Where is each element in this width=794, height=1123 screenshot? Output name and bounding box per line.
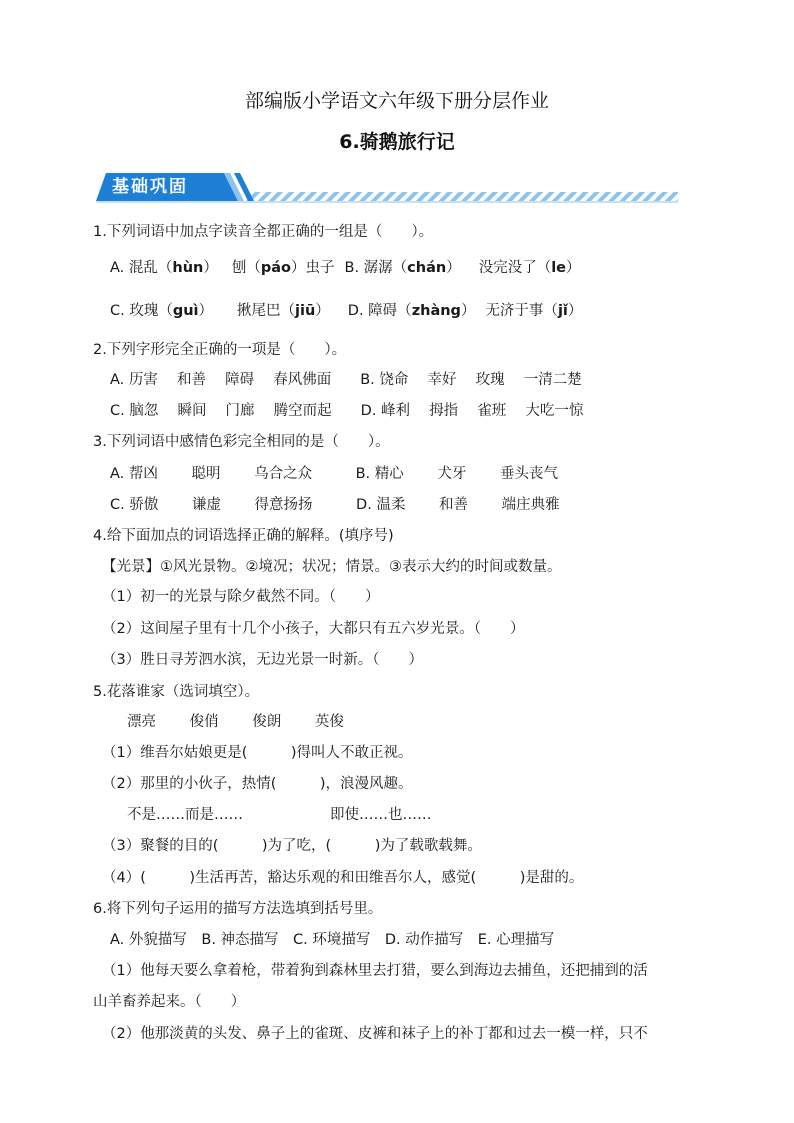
q3-row1: A. 帮凶 聪明 乌合之众 B. 精心 犬牙 垂头丧气 (110, 466, 558, 482)
q1-b2-suffix: ） (566, 260, 581, 276)
q1-d-prefix: D. 障碍（ (347, 303, 412, 319)
q3-stem: 3.下列词语中感情色彩完全相同的是（ ）。 (93, 434, 390, 450)
q1-a2-suffix: ）虫子 (291, 260, 335, 276)
q1-b2-pinyin: le (551, 260, 567, 276)
section-label: 基础巩固 (112, 177, 188, 197)
q1-a2-prefix: 刨（ (231, 260, 261, 276)
q5-sentence-1: （1）维吾尔姑娘更是( )得叫人不敢正视。 (102, 745, 413, 761)
q5-stem: 5.花落谁家（选词填空）。 (93, 684, 260, 700)
q6-sentence-1b: 山羊畜养起来。（ ） (93, 994, 246, 1010)
q1-d2-suffix: ） (567, 303, 583, 319)
q1-b2-prefix: 没完没了（ (478, 260, 552, 276)
q1-d-pinyin: zhàng (411, 303, 461, 319)
q5-sentence-3: （3）聚餐的目的( )为了吃，( )为了载歌载舞。 (102, 838, 482, 854)
q1-stem: 1.下列词语中加点字读音全都正确的一组是（ ）。 (93, 224, 434, 240)
q1-a-suffix: ） (203, 260, 218, 276)
q6-sentence-2a: （2）他那淡黄的头发、鼻子上的雀斑、皮裤和袜子上的补丁都和过去一模一样，只不 (102, 1026, 648, 1042)
q6-options: A. 外貌描写 B. 神态描写 C. 环境描写 D. 动作描写 E. 心理描写 (110, 932, 555, 948)
q1-a-prefix: A. 混乱（ (110, 260, 173, 276)
q1-c-prefix: C. 玫瑰（ (110, 303, 173, 319)
q1-a2-pinyin: páo (260, 260, 291, 276)
lesson-title: 6.骑鹅旅行记 (339, 131, 455, 153)
section-banner (96, 170, 678, 204)
q1-b-suffix: ） (446, 260, 461, 276)
q6-sentence-1a: （1）他每天要么拿着枪，带着狗到森林里去打猎，要么到海边去捕鱼，还把捕到的活 (102, 963, 648, 979)
q5-sentence-4: （4）( )生活再苦，豁达乐观的和田维吾尔人，感觉( )是甜的。 (102, 870, 584, 886)
q5-sentence-2: （2）那里的小伙子，热情( )，浪漫风趣。 (102, 776, 413, 792)
q4-sentence-2: （2）这间屋子里有十几个小孩子，大都只有五六岁光景。（ ） (102, 621, 525, 637)
q1-row1 (110, 258, 581, 278)
q1-d-suffix: ） (460, 303, 476, 319)
q1-d2-pinyin: jǐ (557, 303, 568, 319)
q5-word-bank: 漂亮 俊俏 俊朗 英俊 (127, 714, 344, 730)
q1-c2-suffix: ） (315, 303, 330, 319)
q1-c-pinyin: guì (172, 303, 199, 319)
q2-row1: A. 历害 和善 障碍 春风佛面 B. 饶命 幸好 玫瑰 一清二楚 (110, 372, 582, 388)
q4-sentence-1: （1）初一的光景与除夕截然不同。（ ） (102, 589, 380, 605)
page-title: 部编版小学语文六年级下册分层作业 (244, 90, 549, 112)
q1-c2-prefix: 揪尾巴（ (237, 303, 296, 319)
q3-row2: C. 骄傲 谦虚 得意扬扬 D. 温柔 和善 端庄典雅 (110, 497, 560, 513)
q1-d2-prefix: 无济于事（ (485, 303, 558, 319)
q4-sentence-3: （3）胜日寻芳泗水滨，无边光景一时新。（ ） (102, 652, 423, 668)
q1-c-suffix: ） (198, 303, 214, 319)
q2-row2: C. 脑忽 瞬间 门廊 腾空而起 D. 峰利 拇指 雀班 大吃一惊 (110, 403, 584, 419)
q4-stem: 4.给下面加点的词语选择正确的解释。(填序号) (93, 528, 394, 544)
q1-row2 (110, 301, 582, 321)
q1-a-pinyin: hùn (172, 260, 204, 276)
q1-c2-pinyin: jiū (295, 303, 316, 319)
q1-b-prefix: B. 潺潺（ (344, 260, 408, 276)
q6-stem: 6.将下列句子运用的描写方法选填到括号里。 (93, 901, 383, 917)
q2-stem: 2.下列字形完全正确的一项是（ ）。 (93, 342, 347, 358)
banner-stripe-bar (246, 192, 678, 201)
q4-definition: 【光景】①风光景物。②境况；状况；情景。③表示大约的时间或数量。 (102, 559, 562, 575)
q5-connective-bank: 不是……而是…… 即使……也…… (127, 807, 432, 823)
q1-b-pinyin: chán (407, 260, 447, 276)
